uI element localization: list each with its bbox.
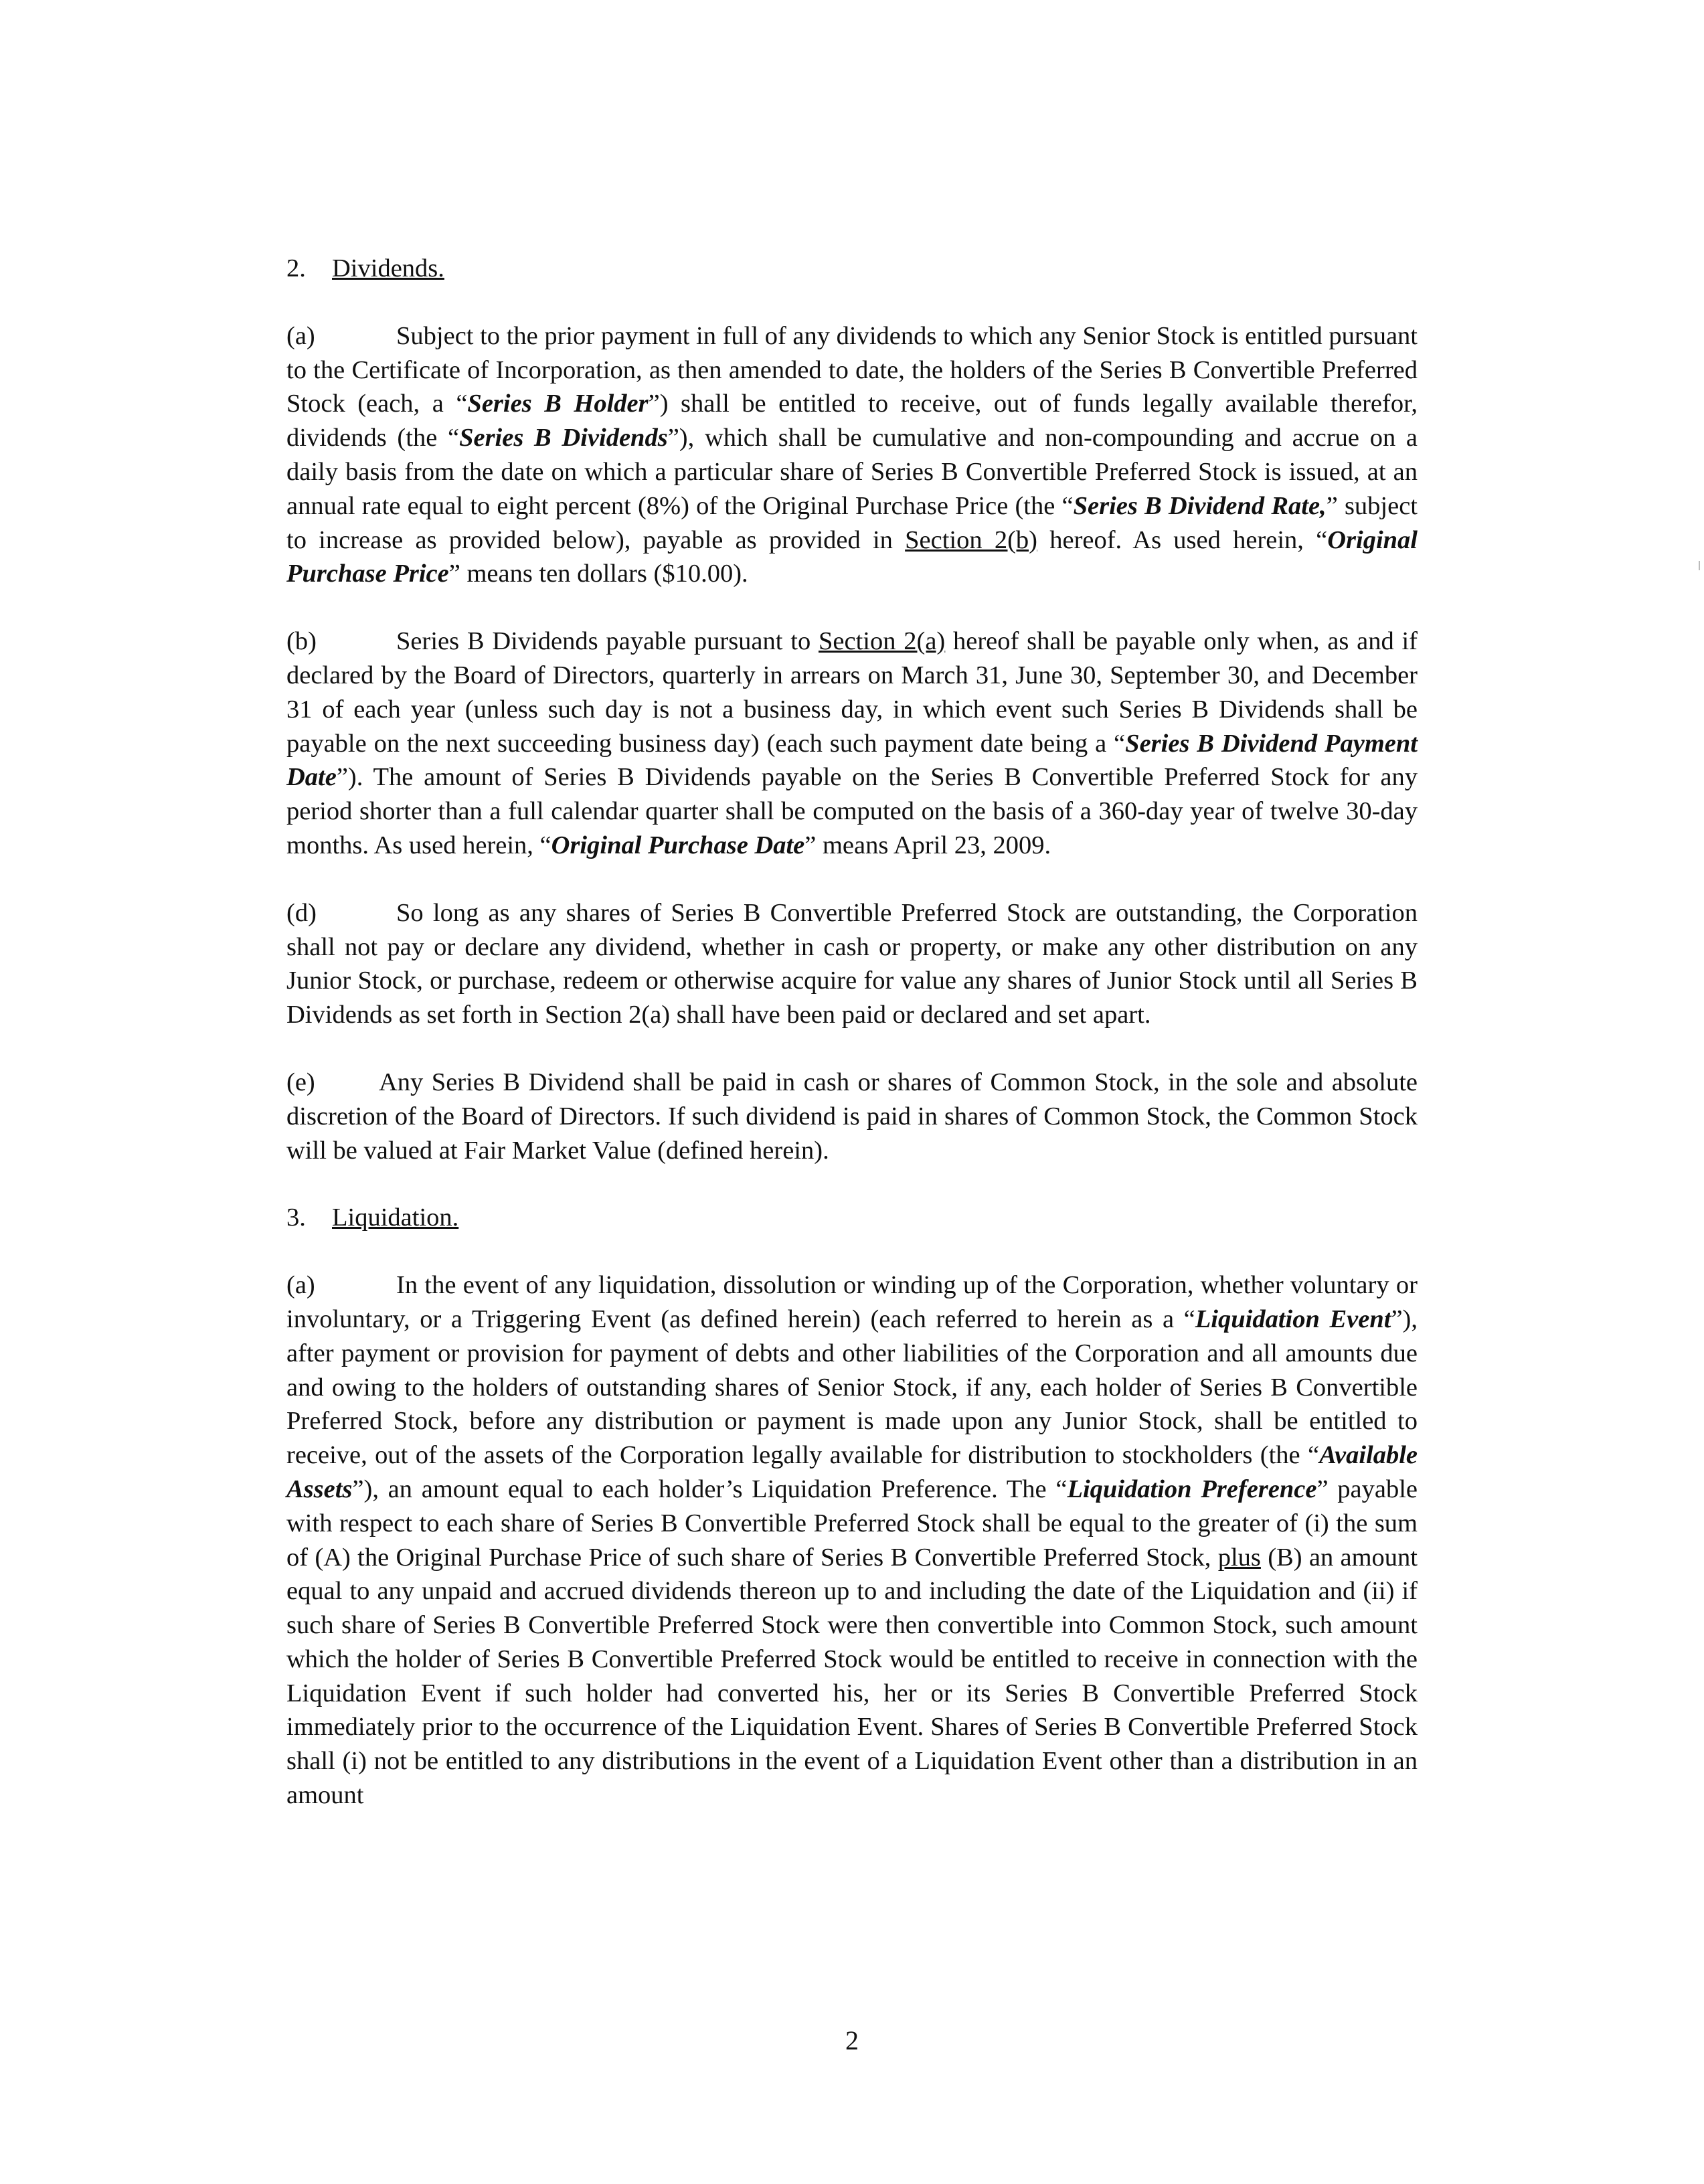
- paragraph-2d: [286, 896, 1418, 1032]
- defined-term-series-b-holder: Series B Holder: [467, 390, 649, 418]
- paragraph-2a-text-2: ”) shall be entitled to receive, out of funds legally available therefor, dividends (the “: [286, 390, 1418, 452]
- paragraph-2b-text-3: ”). The amount of Series B Dividends payable on the Series B Convertible Preferred Stock for any period shorter than a full calendar quarter shall be computed on the basis of a 360-day year of twelve 30-day months. As used herein, “: [286, 763, 1418, 859]
- paragraph-2b-text-4: ” means April 23, 2009.: [804, 831, 1051, 859]
- defined-term-liquidation-preference: Liquidation Preference: [1067, 1475, 1317, 1503]
- scan-edge-mark: [1699, 561, 1700, 570]
- paragraph-3a-text-2: ”), after payment or provision for payment of debts and other liabilities of the Corporation and all amounts due and owing to the holders of outstanding shares of Senior Stock, if any, each holder of Series B Convertible Preferred Stock, before any distribution or payment is made upon any Junior Stock, shall be entitled to receive, out of the assets of the Corporation legally available for distribution to stockholders (the “: [286, 1305, 1418, 1470]
- section-3-heading: [286, 1201, 1418, 1235]
- paragraph-3a-text-3: ”), an amount equal to each holder’s Liquidation Preference. The “: [352, 1475, 1068, 1503]
- document-body: [286, 252, 1418, 1813]
- defined-term-liquidation-event: Liquidation Event: [1195, 1305, 1391, 1333]
- defined-term-series-b-dividend-payment-date: Series B Dividend Payment Date: [286, 729, 1418, 792]
- section-2b-reference: Section 2(b): [905, 525, 1037, 554]
- defined-term-original-purchase-price: Original Purchase Price: [286, 525, 1418, 588]
- defined-term-series-b-dividend-rate: Series B Dividend Rate,: [1073, 491, 1327, 520]
- defined-term-series-b-dividends: Series B Dividends: [459, 424, 668, 452]
- section-2-number: 2.: [286, 254, 306, 282]
- section-2-heading: [286, 252, 1418, 286]
- section-3-number: 3.: [286, 1203, 306, 1232]
- paragraph-2a-text-5: hereof. As used herein, “: [1037, 525, 1328, 554]
- section-3-title: Liquidation.: [332, 1203, 459, 1232]
- paragraph-2a-text-4: ” subject to increase as provided below), payable as provided in: [286, 491, 1418, 554]
- paragraph-3a: [286, 1268, 1418, 1813]
- paragraph-2a-text-3: ”), which shall be cumulative and non-compounding and accrue on a daily basis from the date on which a particular share of Series B Convertible Preferred Stock is issued, at an annual rate equal to eight percent (8%) of the Original Purchase Price (the “: [286, 424, 1418, 520]
- paragraph-2b-text-2: hereof shall be payable only when, as and if declared by the Board of Directors, quarterly in arrears on March 31, June 30, September 30, and December 31 of each year (unless such day is not a business day, in which event such Series B Dividends shall be payable on the next succeeding business day) (each such payment date being a “: [286, 627, 1418, 758]
- paragraph-2a-label: (a): [286, 321, 315, 350]
- paragraph-3a-text-4: ” payable with respect to each share of Series B Convertible Preferred Stock shall be equal to the greater of (i) the sum of (A) the Original Purchase Price of such share of Series B Convertible Preferred Stock,: [286, 1475, 1418, 1572]
- paragraph-2d-text: So long as any shares of Series B Convertible Preferred Stock are outstanding, the Corporation shall not pay or declare any dividend, whether in cash or property, or make any other distribution on any Junior Stock, or purchase, redeem or otherwise acquire for value any shares of Junior Stock until all Series B Dividends as set forth in Section 2(a) shall have been paid or declared and set apart.: [286, 898, 1418, 1029]
- paragraph-3a-text-5: (B) an amount equal to any unpaid and accrued dividends thereon up to and including the date of the Liquidation and (ii) if such share of Series B Convertible Preferred Stock were then convertible into Common Stock, such amount which the holder of Series B Convertible Preferred Stock would be entitled to receive in connection with the Liquidation Event if such holder had converted his, her or its Series B Convertible Preferred Stock immediately prior to the occurrence of the Liquidation Event. Shares of Series B Convertible Preferred Stock shall (i) not be entitled to any distributions in the event of a Liquidation Event other than a distribution in an amount: [286, 1543, 1418, 1810]
- section-2-title: Dividends.: [332, 254, 444, 282]
- paragraph-2a-text-1: Subject to the prior payment in full of any dividends to which any Senior Stock is entitled pursuant to the Certificate of Incorporation, as then amended to date, the holders of the Series B Convertible Preferred Stock (each, a “: [286, 321, 1418, 418]
- paragraph-2b-label: (b): [286, 627, 317, 656]
- paragraph-2e: [286, 1066, 1418, 1167]
- plus-underlined: plus: [1217, 1543, 1261, 1572]
- paragraph-2b-text-1: Series B Dividends payable pursuant to: [396, 627, 819, 656]
- section-2a-reference: Section 2(a): [818, 627, 946, 656]
- defined-term-original-purchase-date: Original Purchase Date: [551, 831, 805, 859]
- paragraph-2d-label: (d): [286, 898, 317, 927]
- paragraph-2e-label: (e): [286, 1068, 315, 1096]
- paragraph-2a-text-6: ” means ten dollars ($10.00).: [448, 560, 748, 588]
- paragraph-2a: [286, 319, 1418, 591]
- page-number: 2: [845, 2025, 859, 2055]
- paragraph-3a-label: (a): [286, 1271, 315, 1300]
- paragraph-2b: [286, 624, 1418, 863]
- paragraph-3a-text-1: In the event of any liquidation, dissolution or winding up of the Corporation, whether voluntary or involuntary, or a Triggering Event (as defined herein) (each referred to herein as a “: [286, 1271, 1418, 1333]
- paragraph-2e-text: Any Series B Dividend shall be paid in cash or shares of Common Stock, in the sole and absolute discretion of the Board of Directors. If such dividend is paid in shares of Common Stock, the Common Stock will be valued at Fair Market Value (defined herein).: [286, 1068, 1418, 1165]
- defined-term-available-assets: Available Assets: [286, 1441, 1418, 1503]
